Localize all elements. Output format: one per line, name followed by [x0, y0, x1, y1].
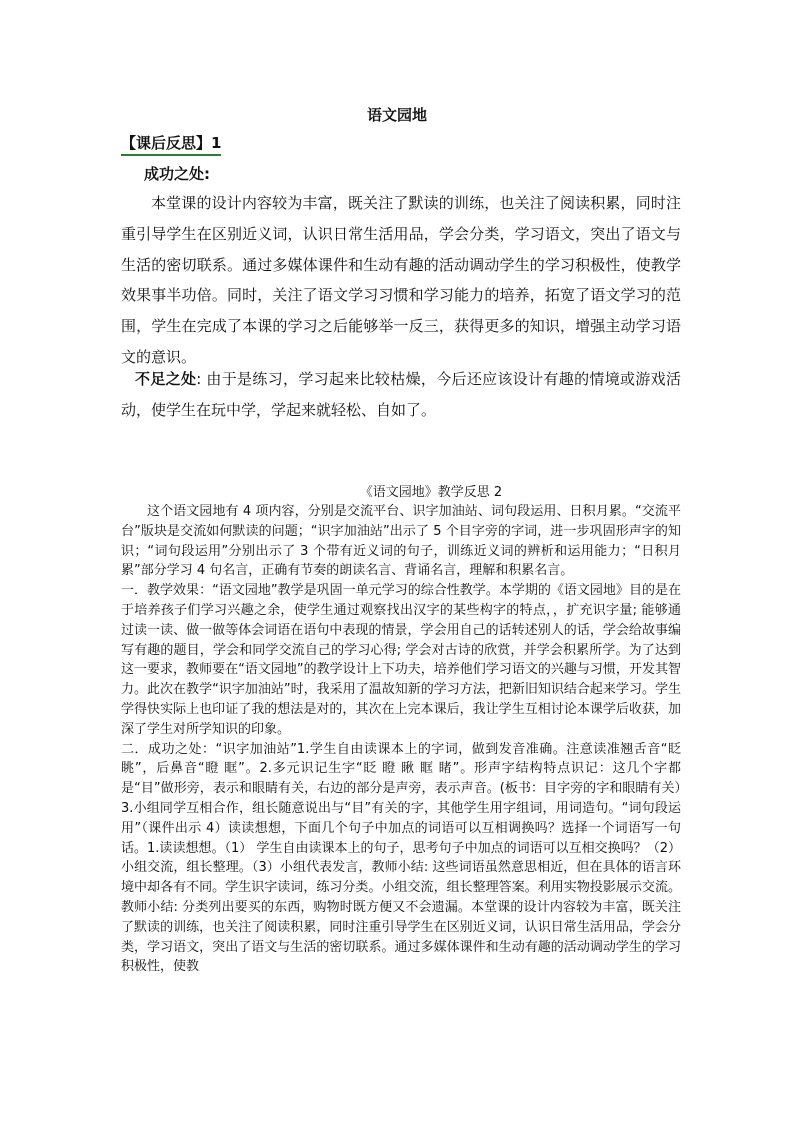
reflection-2-title: 《语文园地》教学反思 2 — [359, 485, 503, 500]
shortcoming-label: 不足之处 — [135, 370, 197, 388]
shortcoming-text: : 由于是练习，学习起来比较枯燥，今后还应该设计有趣的情境或游戏活动，使学生在玩中学，学起来就轻松、自如了。 — [121, 370, 681, 419]
success-heading: 成功之处: — [144, 165, 210, 183]
reflection-2-effect: 一．教学效果：“语文园地”教学是巩固一单元学习的综合性教学。本学期的《语文园地》目的是在于培养孩子们学习兴趣之余，使学生通过观察找出汉字的某些构字的特点，，扩充识字量; 能够通过读一读、做一做等体会词语在语句中表现的情景，学会用自己的话转述别人的话，学会给故事编写有趣的题目，学会和同学交流自己的学习心得; 学会对古诗的欣赏，并学会积累所学。为了达到这一要求，教师要在“语文园地”的教学设计上下功夫，培养他们学习语文的兴趣与习惯，开发其智力。此次在教学“识字加油站”时，我采用了温故知新的学习方法，把新旧知识结合起来学习。学生学得快实际上也印证了我的想法是对的，其次在上完本课后，我让学生互相讨论本课学后收获，加深了学生对所学知识的印象。 — [121, 583, 681, 737]
reflection-2-intro: 这个语文园地有 4 项内容，分别是交流平台、识字加油站、词句段运用、日积月累。“交流平台”版块是交流如何默读的问题；“识字加油站”出示了 5 个目字旁的字词，进一步巩固形声字的知识；“词句段运用”分别出示了 3 个带有近义词的句子，训练近义词的辨析和运用能力；“日积月累”部分学习 4 句名言，正确有节奏的朗读名言、背诵名言，理解和积累名言。 — [121, 504, 681, 579]
reflection-2-success: 二．成功之处：“识字加油站”1.学生自由读课本上的字词，做到发音准确。注意读准翘舌音“眨 眺”，后鼻音“瞪 眶”。2.多元识记生字“眨 瞪 瞅 眶 睹”。形声字结构特点识记：这几个字都是“目”做形旁，表示和眼睛有关，右边的部分是声旁，表示声音。(板书：目字旁的字和眼睛有关）3.小组同学互相合作，组长随意说出与“目”有关的字，其他学生用字组词，用词造句。“词句段运用”（课件出示 4）读读想想，下面几个句子中加点的词语可以互相调换吗？选择一个词语写一句话。1.读读想想。（1） 学生自由读课本上的句子，思考句子中加点的词语可以互相交换吗？（2）小组交流，组长整理。（3）小组代表发言，教师小结: 这些词语虽然意思相近，但在具体的语言环境中却各有不同。学生识字读词，练习分类。小组交流，组长整理答案。利用实物投影展示交流。教师小结: 分类列出要买的东西，购物时既方便又不会遗漏。本堂课的设计内容较为丰富，既关注了默读的训练，也关注了阅读积累，同时注重引导学生在区别近义词，认识日常生活用品，学会分类，学习语文，突出了语文与生活的密切联系。通过多媒体课件和生动有趣的活动调动学生的学习积极性，使教 — [121, 741, 681, 975]
document-title: 语文园地 — [366, 106, 427, 124]
reflection-header: 【课后反思】1 — [121, 133, 221, 156]
success-paragraph: 本堂课的设计内容较为丰富，既关注了默读的训练，也关注了阅读积累，同时注重引导学生在区别近义词，认识日常生活用品，学会分类，学习语文，突出了语文与生活的密切联系。通过多媒体课件和生动有趣的活动调动学生的学习积极性，使教学效果事半功倍。同时，关注了语文学习习惯和学习能力的培养，拓宽了语文学习的范围，学生在完成了本课的学习之后能够举一反三，获得更多的知识，增强主动学习语文的意识。 — [121, 194, 681, 366]
shortcoming-paragraph — [121, 364, 681, 426]
reflection-2-section — [121, 483, 681, 977]
